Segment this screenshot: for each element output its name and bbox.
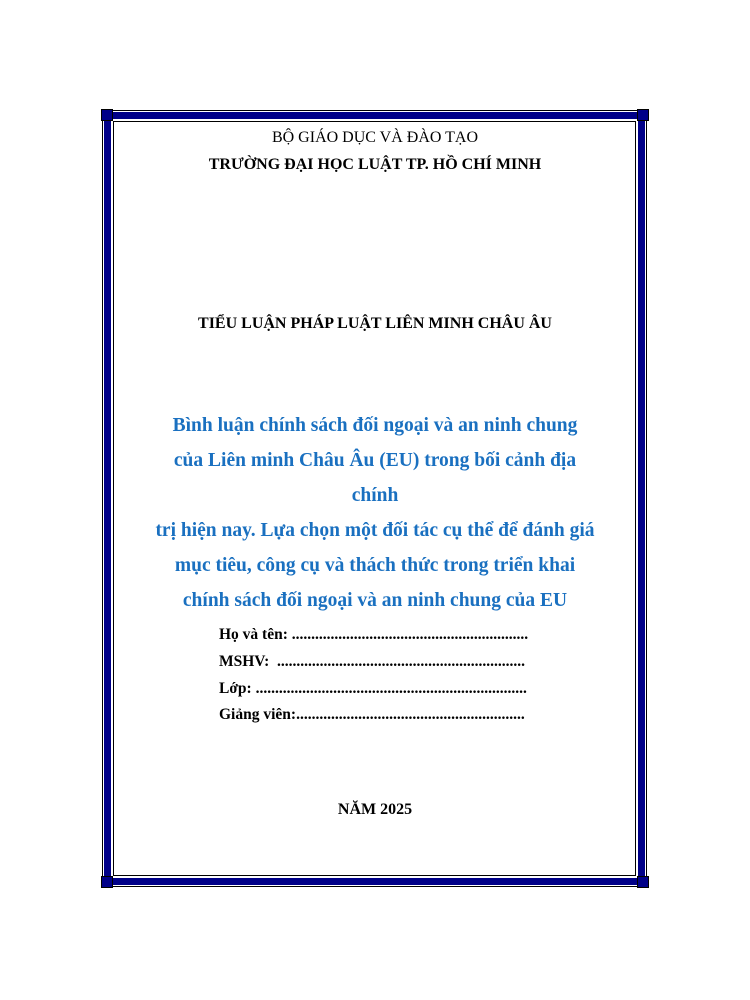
- corner-ornament: [101, 876, 113, 888]
- form-field: ................................................................: [277, 652, 525, 670]
- title-line: mục tiêu, công cụ và thách thức trong triển khai: [174, 555, 576, 576]
- form-field: .............................................................: [291, 626, 529, 643]
- corner-ornament: [637, 876, 649, 888]
- form-row-name: [219, 622, 549, 649]
- title-line: chính sách đối ngoại và an ninh chung của EU: [182, 590, 568, 611]
- form-field: ...........................................................: [296, 706, 525, 724]
- form-label: Giảng viên:: [219, 706, 297, 724]
- ministry-name: BỘ GIÁO DỤC VÀ ĐÀO TẠO: [271, 129, 479, 146]
- title-line: trị hiện nay. Lựa chọn một đối tác cụ thể để đánh giá: [155, 520, 595, 541]
- form-row-lecturer: [219, 702, 549, 729]
- form-label: Lớp:: [219, 679, 256, 697]
- essay-type: TIỂU LUẬN PHÁP LUẬT LIÊN MINH CHÂU ÂU: [198, 315, 552, 332]
- corner-ornament: [637, 109, 649, 121]
- year: NĂM 2025: [337, 801, 413, 818]
- form-field: ......................................................................: [255, 679, 527, 697]
- university-name: TRƯỜNG ĐẠI HỌC LUẬT TP. HỒ CHÍ MINH: [208, 156, 542, 173]
- title-line: của Liên minh Châu Âu (EU) trong bối cảnh địa chính: [173, 450, 577, 506]
- corner-ornament: [101, 109, 113, 121]
- form-row-student-id: [219, 649, 549, 676]
- essay-title: [150, 408, 600, 618]
- title-line: Bình luận chính sách đối ngoại và an ninh chung: [172, 415, 578, 436]
- form-label: Họ và tên:: [219, 626, 292, 643]
- form-label: MSHV:: [219, 652, 277, 670]
- student-info-form: [219, 622, 549, 729]
- form-row-class: [219, 676, 549, 703]
